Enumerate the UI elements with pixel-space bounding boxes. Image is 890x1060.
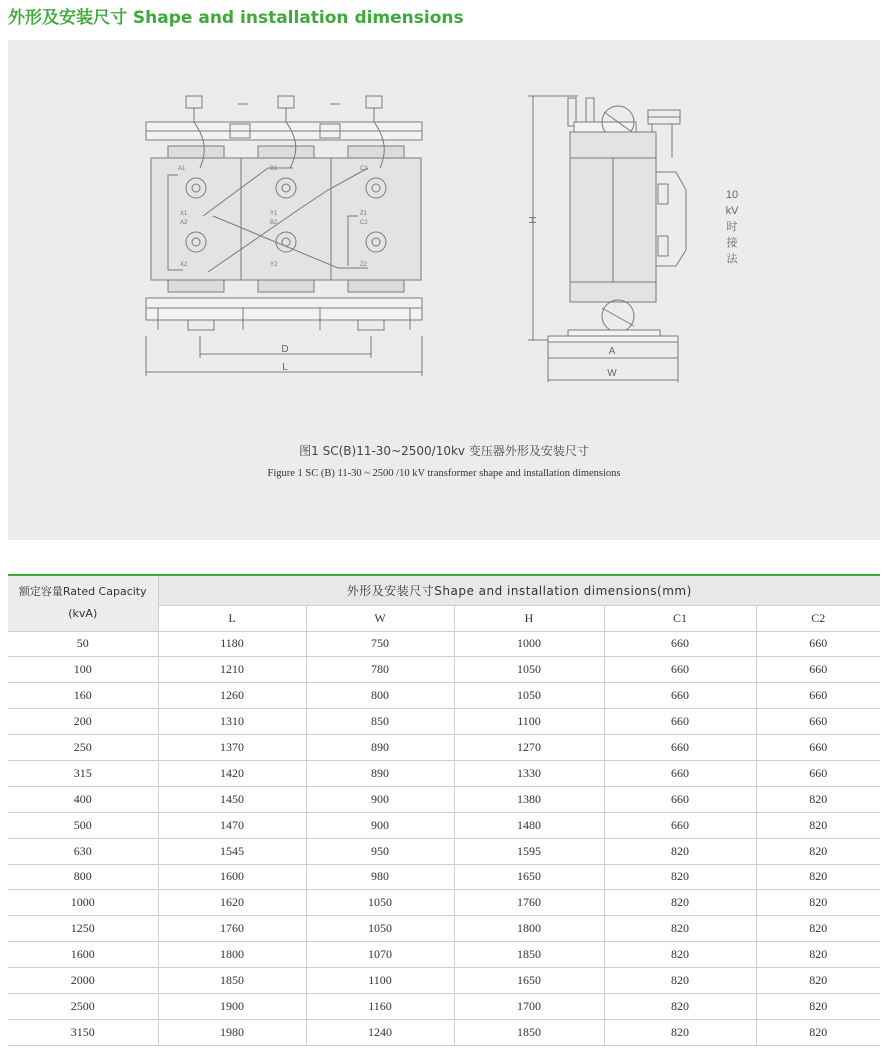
dimension-cell: 660 [604,709,756,735]
coil-a [151,158,241,280]
dimension-cell: 660 [756,683,880,709]
dimensions-group-header: 外形及安装尺寸Shape and installation dimensions(mm) [158,575,880,605]
dimension-cell: 1420 [158,760,306,786]
figure-panel [8,40,880,540]
capacity-header-line2: (kvA) [68,607,98,621]
dimension-cell: 1100 [306,968,454,994]
column-header-c2: C2 [756,605,880,631]
dimension-cell: 820 [756,1019,880,1045]
dimension-cell: 660 [756,735,880,761]
terminal-label: Z1 [360,211,368,217]
dimension-h-label: H [526,216,537,224]
dimension-cell: 820 [756,864,880,890]
table-row [8,864,880,890]
dimension-cell: 660 [604,812,756,838]
dimension-cell: 820 [604,838,756,864]
table-row [8,786,880,812]
dimensions-table-wrap [8,574,880,1046]
dimension-cell: 1850 [454,1019,604,1045]
coil-b [241,158,331,280]
dimension-cell: 1650 [454,968,604,994]
dimension-cell: 1310 [158,709,306,735]
dimension-cell: 1370 [158,735,306,761]
dimension-cell: 1000 [454,631,604,657]
capacity-header-line1: 额定容量Rated Capacity [18,585,147,599]
table-row [8,657,880,683]
dimensions-table [8,574,880,1046]
dimension-cell: 820 [604,993,756,1019]
figure-caption-cn: 图1 SC(B)11-30~2500/10kv 变压器外形及安装尺寸 [299,444,589,458]
capacity-cell: 400 [8,786,158,812]
dimension-cell: 660 [756,631,880,657]
capacity-cell: 1250 [8,916,158,942]
dimension-cell: 800 [306,683,454,709]
table-row [8,709,880,735]
dimension-cell: 660 [756,657,880,683]
dimension-cell: 820 [756,812,880,838]
table-row [8,968,880,994]
wiring-note-kv: kV [725,205,739,217]
dimension-a-label: A [608,346,616,357]
dimension-cell: 1240 [306,1019,454,1045]
table-row [8,760,880,786]
dimension-cell: 1850 [158,968,306,994]
capacity-cell: 800 [8,864,158,890]
dimension-cell: 890 [306,735,454,761]
dimension-cell: 1210 [158,657,306,683]
dimension-cell: 900 [306,812,454,838]
terminal-label: X1 [180,211,188,217]
terminal-label: A2 [180,220,188,226]
dimension-cell: 1600 [158,864,306,890]
dimension-cell: 1050 [306,890,454,916]
bottom-clamp-beam [146,298,422,320]
dimension-cell: 1980 [158,1019,306,1045]
wiring-note-fa: 法 [726,252,738,265]
dimension-cell: 1700 [454,993,604,1019]
dimension-cell: 820 [604,916,756,942]
page-heading: 外形及安装尺寸 Shape and installation dimensions [8,8,464,28]
dimension-d-label: D [281,344,289,355]
capacity-cell: 1600 [8,942,158,968]
terminal-label: Z2 [360,262,368,268]
dimension-cell: 660 [604,735,756,761]
dimension-cell: 1050 [454,683,604,709]
dimension-cell: 820 [604,864,756,890]
dimension-cell: 1620 [158,890,306,916]
dimension-cell: 820 [756,838,880,864]
column-header-w: W [306,605,454,631]
dimension-cell: 820 [756,942,880,968]
dimension-cell: 820 [756,993,880,1019]
table-row [8,683,880,709]
table-row [8,631,880,657]
column-header-c1: C1 [604,605,756,631]
column-header-l: L [158,605,306,631]
capacity-cell: 200 [8,709,158,735]
dimension-cell: 660 [756,760,880,786]
table-body [8,631,880,1045]
table-row [8,838,880,864]
figure-caption-en: Figure 1 SC (B) 11-30 ~ 2500 /10 kV transformer shape and installation dimensions [267,468,621,479]
dimension-cell: 820 [604,890,756,916]
coil-c [331,158,421,280]
dimension-cell: 660 [604,657,756,683]
table-row [8,812,880,838]
dimension-cell: 660 [604,631,756,657]
dimension-cell: 1270 [454,735,604,761]
dimension-cell: 1470 [158,812,306,838]
dimension-w-label: W [607,368,617,379]
dimension-l-label: L [282,362,288,373]
terminal-label: A1 [178,166,186,172]
dimension-cell: 1850 [454,942,604,968]
capacity-cell: 100 [8,657,158,683]
dimension-cell: 1450 [158,786,306,812]
table-row [8,1019,880,1045]
dimension-cell: 1050 [306,916,454,942]
dimension-cell: 1545 [158,838,306,864]
dimension-cell: 1480 [454,812,604,838]
dimension-cell: 1050 [454,657,604,683]
capacity-cell: 2000 [8,968,158,994]
capacity-cell: 3150 [8,1019,158,1045]
terminal-label: Y2 [270,262,278,268]
terminal-label: B1 [270,166,278,172]
dimension-cell: 1100 [454,709,604,735]
dimension-cell: 660 [604,760,756,786]
dimension-cell: 660 [756,709,880,735]
dimension-cell: 890 [306,760,454,786]
dimension-cell: 750 [306,631,454,657]
capacity-cell: 50 [8,631,158,657]
dimension-cell: 850 [306,709,454,735]
dimension-cell: 1650 [454,864,604,890]
dimension-cell: 820 [756,786,880,812]
capacity-cell: 630 [8,838,158,864]
dimension-cell: 950 [306,838,454,864]
terminal-label: Y1 [270,211,278,217]
dimension-cell: 1180 [158,631,306,657]
terminal-post [366,96,382,108]
capacity-cell: 315 [8,760,158,786]
capacity-cell: 2500 [8,993,158,1019]
dimension-cell: 780 [306,657,454,683]
terminal-post [278,96,294,108]
dimension-cell: 1760 [158,916,306,942]
dimension-cell: 1595 [454,838,604,864]
terminal-label: X2 [180,262,188,268]
capacity-cell: 160 [8,683,158,709]
wiring-note-10: 10 [725,189,739,201]
dimension-cell: 1260 [158,683,306,709]
dimension-cell: 1380 [454,786,604,812]
dimension-cell: 1760 [454,890,604,916]
dimension-cell: 820 [604,942,756,968]
table-row [8,890,880,916]
capacity-cell: 500 [8,812,158,838]
dimension-cell: 1900 [158,993,306,1019]
dimension-cell: 820 [604,1019,756,1045]
dimension-cell: 1160 [306,993,454,1019]
dimension-cell: 1800 [454,916,604,942]
capacity-cell: 1000 [8,890,158,916]
table-row [8,735,880,761]
dimension-cell: 1070 [306,942,454,968]
terminal-post [186,96,202,108]
dimension-cell: 660 [604,683,756,709]
table-row [8,993,880,1019]
table-row [8,942,880,968]
terminal-label: C2 [360,220,368,226]
dimension-cell: 1330 [454,760,604,786]
transformer-drawing [8,40,880,540]
dimension-cell: 980 [306,864,454,890]
dimension-cell: 1800 [158,942,306,968]
dimension-cell: 900 [306,786,454,812]
dimension-cell: 660 [604,786,756,812]
dimension-cell: 820 [756,916,880,942]
terminal-label: C1 [360,166,368,172]
capacity-header [8,575,158,631]
terminal-label: B2 [270,220,278,226]
capacity-cell: 250 [8,735,158,761]
column-header-h: H [454,605,604,631]
dimension-cell: 820 [756,968,880,994]
wiring-note-jie: 接 [726,236,738,249]
dimension-cell: 820 [756,890,880,916]
dimension-cell: 820 [604,968,756,994]
table-row [8,916,880,942]
wiring-note-shi: 时 [726,220,738,233]
side-base [548,336,678,342]
